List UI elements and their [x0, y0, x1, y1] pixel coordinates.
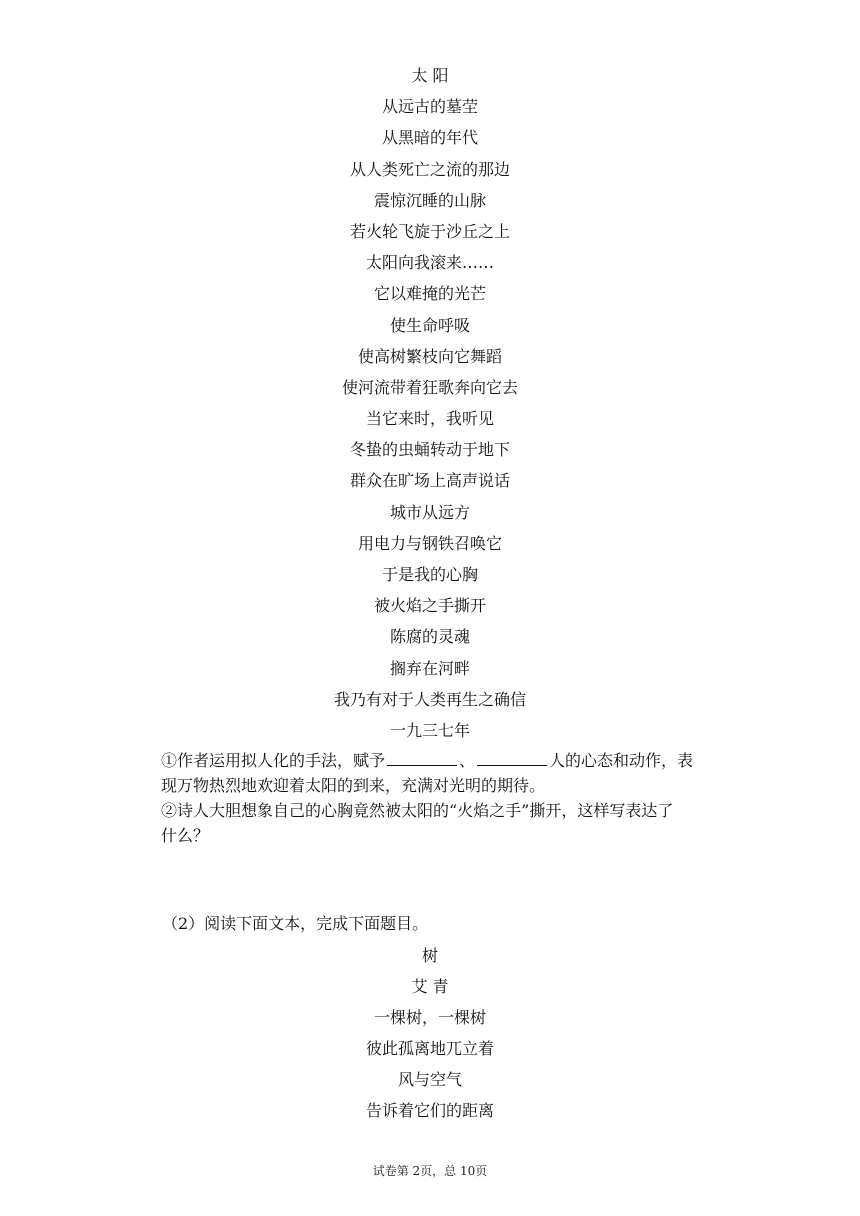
poem-line: 从远古的墓茔 — [381, 97, 478, 117]
section-2-heading: （2）阅读下面文本，完成下面题目。 — [162, 914, 429, 933]
question-1-line-2: 现万物热烈地欢迎着太阳的到来，充满对光明的期待。 — [161, 776, 546, 795]
poem-title: 树 — [421, 946, 438, 965]
poem-line: 从人类死亡之流的那边 — [349, 159, 510, 179]
poem-line: 当它来时，我听见 — [365, 409, 494, 429]
poem-line: 我乃有对于人类再生之确信 — [333, 689, 526, 709]
poem-line: 于是我的心胸 — [381, 565, 478, 584]
poem-line: 若火轮飞旋于沙丘之上 — [349, 221, 510, 241]
poem-line: 太阳向我滚来…… — [365, 253, 494, 273]
poem-line: 风与空气 — [397, 1070, 462, 1089]
question-1-text-b: 人的心态和动作，表 — [549, 751, 694, 770]
poem-date: 一九三七年 — [389, 720, 470, 740]
question-2: ②诗人大胆想象自己的心胸竟然被太阳的“火焰之手”撕开，这样写表达了 — [161, 801, 674, 820]
poem-line: 陈腐的灵魂 — [389, 627, 470, 647]
poem-line: 彼此孤离地兀立着 — [365, 1039, 494, 1058]
poem-line: 使河流带着狂歌奔向它去 — [341, 377, 518, 397]
poem-taiyang — [0, 60, 860, 746]
page-footer: 试卷第 2页，总 10页 — [372, 1164, 488, 1178]
poem-shu — [0, 940, 860, 1126]
question-1 — [161, 748, 741, 773]
poem-line: 冬蛰的虫蛹转动于地下 — [349, 440, 510, 460]
poem-line: 使高树繁枝向它舞蹈 — [357, 346, 502, 366]
poem-line: 使生命呼吸 — [389, 315, 470, 335]
poem-line: 城市从远方 — [389, 502, 470, 522]
poem-author: 艾 青 — [411, 977, 449, 996]
poem-line: 群众在旷场上高声说话 — [349, 471, 510, 491]
poem-line: 搁弃在河畔 — [389, 658, 470, 678]
poem-line: 它以难掩的光芒 — [373, 284, 486, 304]
poem-line: 从黑暗的年代 — [381, 128, 478, 148]
answer-blank-1[interactable] — [387, 749, 457, 766]
poem-line: 告诉着它们的距离 — [365, 1101, 494, 1120]
poem-line: 被火焰之手撕开 — [373, 596, 486, 616]
poem-line: 震惊沉睡的山脉 — [373, 190, 486, 210]
question-1-text-a: ①作者运用拟人化的手法，赋予 — [161, 751, 386, 770]
question-1-separator: 、 — [459, 751, 476, 770]
question-block — [161, 748, 741, 848]
answer-blank-2[interactable] — [477, 749, 547, 766]
poem-title: 太 阳 — [411, 66, 449, 85]
poem-line: 用电力与钢铁召唤它 — [357, 533, 502, 553]
question-2-line-2: 什么？ — [161, 826, 210, 845]
poem-line: 一棵树，一棵树 — [373, 1008, 486, 1027]
